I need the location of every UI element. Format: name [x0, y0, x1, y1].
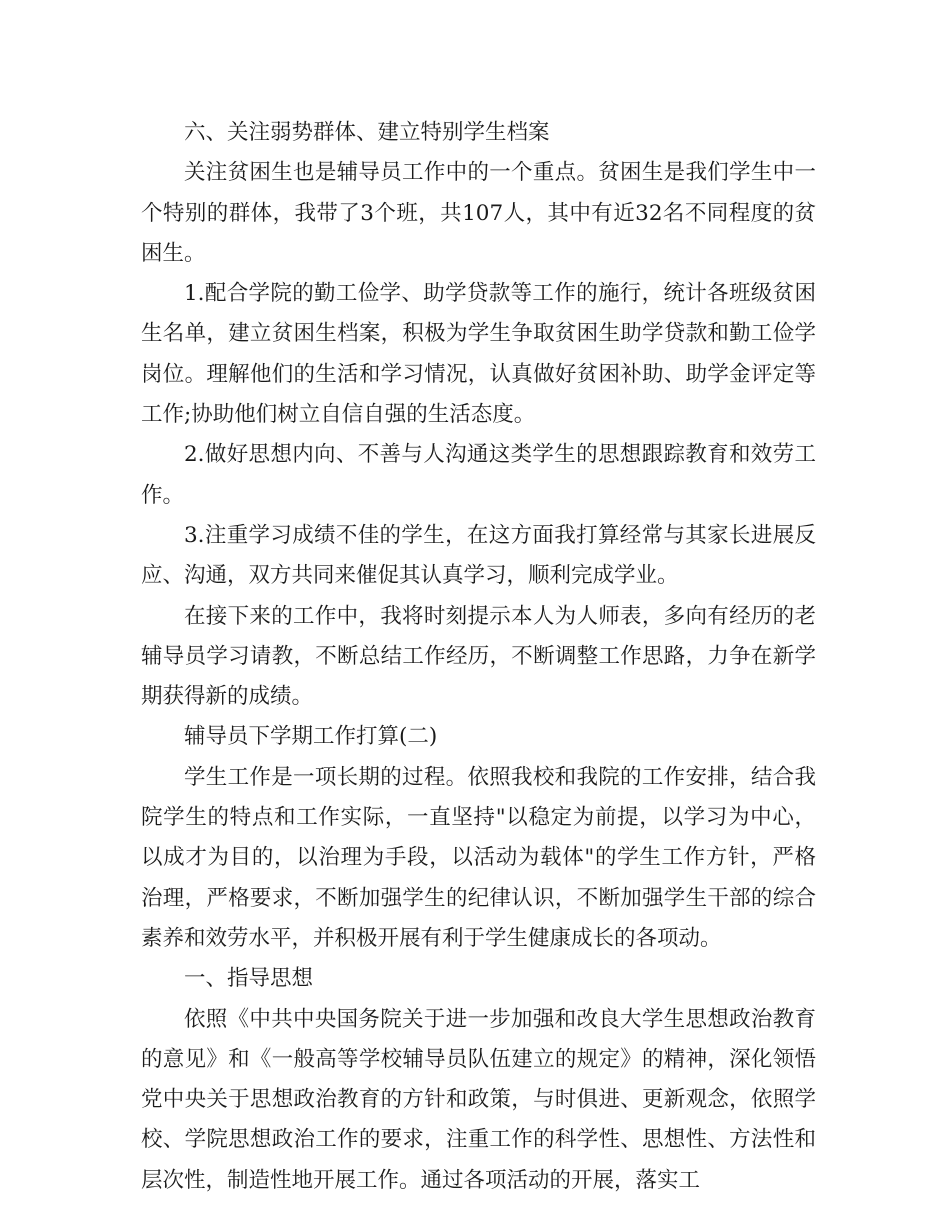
paragraph-poor-students-intro: 关注贫困生也是辅导员工作中的一个重点。贫困生是我们学生中一个特别的群体，我带了3个班，共107人，其中有近32名不同程度的贫困生。	[141, 160, 816, 266]
list-item-3: 3.注重学习成绩不佳的学生，在这方面我打算经常与其家长进展反应、沟通，双方共同来催促其认真学习，顺利完成学业。	[141, 522, 816, 589]
paragraph-guiding-ideology: 依照《中共中央国务院关于进一步加强和改良大学生思想政治教育的意见》和《一般高等学校辅导员队伍建立的规定》的精神，深化领悟党中央关于思想政治教育的方针和政策，与时俱进、更新观念，依照学校、学院思想政治工作的要求，注重工作的科学性、思想性、方法性和层次性，制造性地开展工作。通过各项活动的开展，落实工	[141, 1006, 816, 1193]
list-item-2: 2.做好思想内向、不善与人沟通这类学生的思想跟踪教育和效劳工作。	[141, 442, 816, 508]
section-heading-vulnerable-groups: 六、关注弱势群体、建立特别学生档案	[184, 120, 550, 145]
document-subtitle: 辅导员下学期工作打算(二)	[184, 724, 438, 750]
document-body	[141, 113, 816, 1201]
section-heading-guiding-ideology: 一、指导思想	[184, 966, 314, 992]
list-item-1: 1.配合学院的勤工俭学、助学贷款等工作的施行，统计各班级贫困生名单，建立贫困生档案，积极为学生争取贫困生助学贷款和勤工俭学岗位。理解他们的生活和学习情况，认真做好贫困补助、助学金评定等工作;协助他们树立自信自强的生活态度。	[141, 281, 816, 428]
paragraph-student-work: 学生工作是一项长期的过程。依照我校和我院的工作安排，结合我院学生的特点和工作实际，一直坚持"以稳定为前提，以学习为中心，以成才为目的，以治理为手段，以活动为载体"的学生工作方针，严格治理，严格要求，不断加强学生的纪律认识，不断加强学生干部的综合素养和效劳水平，并积极开展有利于学生健康成长的各项动。	[141, 764, 816, 951]
paragraph-closing: 在接下来的工作中，我将时刻提示本人为人师表，多向有经历的老辅导员学习请教，不断总结工作经历，不断调整工作思路，力争在新学期获得新的成绩。	[141, 603, 816, 710]
